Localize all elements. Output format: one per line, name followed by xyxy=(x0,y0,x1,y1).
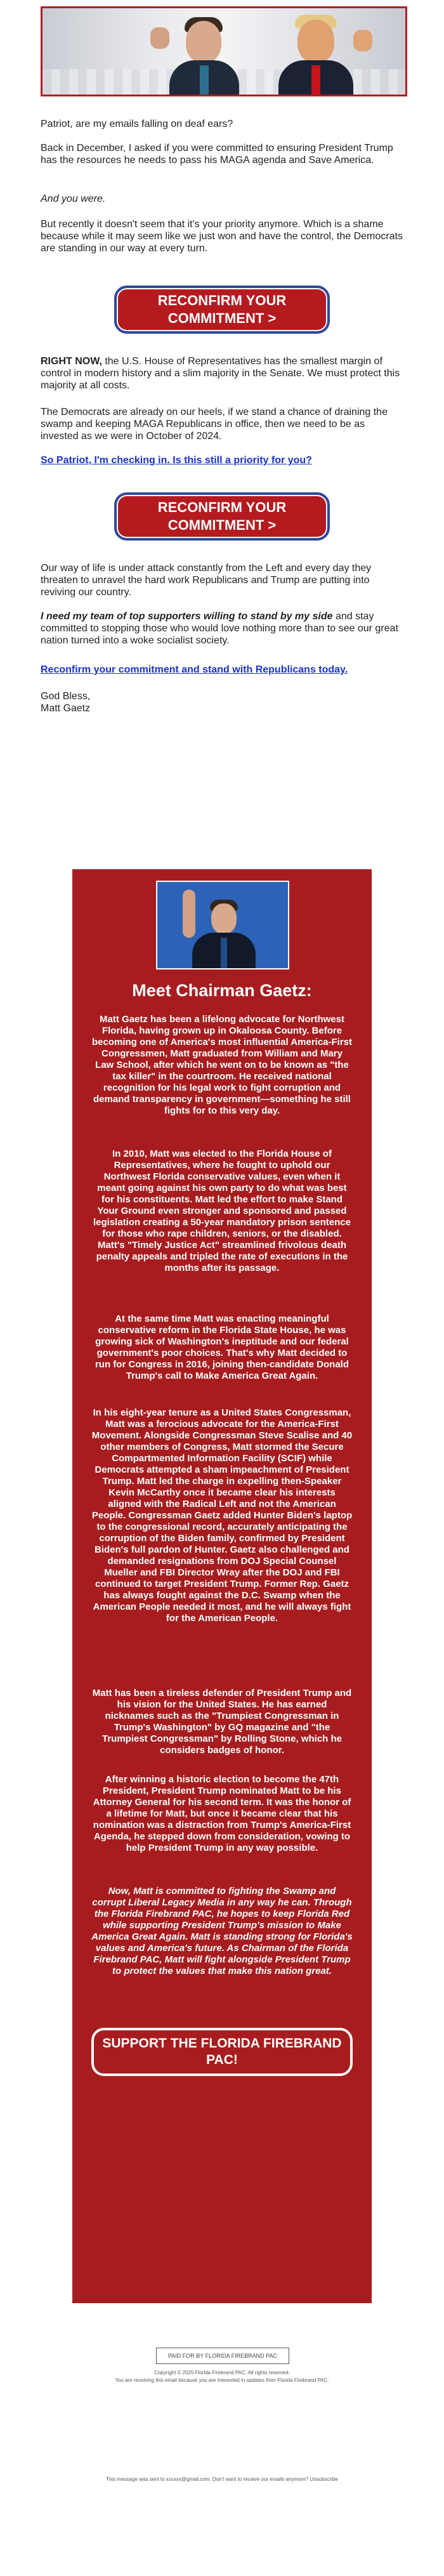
reconfirm-commitment-button[interactable]: RECONFIRM YOUR COMMITMENT > xyxy=(114,492,330,541)
email-paragraph: The Democrats are already on our heels, if we stand a chance of draining the swamp and keeping MAGA Republicans in office, then we need to be as invested as we were in October of 2024. xyxy=(41,407,388,442)
trump-figure xyxy=(278,8,353,95)
support-pac-button[interactable]: SUPPORT THE FLORIDA FIREBRAND PAC! xyxy=(91,2028,353,2076)
emphasis-text: I need my team of top supporters willing to stand by my side xyxy=(41,611,333,622)
bio-paragraph: Matt Gaetz has been a lifelong advocate for Northwest Florida, having grown up in Okaloosa County. Before becoming one of America's most influential America-First Congressmen, Matt graduated from William and Mary Law School, after which he went on to be known as "the tax killer" in the courtroom. He received national recognition for his legal work to fight corruption and demand transparency in government—something he still fights for to this very day. xyxy=(91,1014,353,1116)
email-paragraph: RIGHT NOW, the U.S. House of Representatives has the smallest margin of control in modern history and a slim majority in the Senate. We must protect this majority at all costs. xyxy=(41,356,400,391)
raised-fist xyxy=(150,27,169,49)
email-paragraph: But recently it doesn't seem that it's your priority anymore. Which is a shame because while it may seem like we just won and have the control, the Democrats are standing in our way at every turn. xyxy=(41,219,403,254)
hero-banner xyxy=(41,6,407,96)
signoff: God Bless, xyxy=(41,691,91,702)
priority-link-row xyxy=(41,454,403,466)
bio-paragraph: Matt has been a tireless defender of President Trump and his vision for the United States. He has earned nicknames such as the "Trumpiest Congressman in Trump's Washington" by GQ magazine and "the Trumpiest Congressman" by Rolling Stone, which he considers badges of honor. xyxy=(92,1688,352,1756)
paid-for-by-box: PAID FOR BY FLORIDA FIREBRAND PAC xyxy=(156,2348,289,2364)
email-paragraph: Our way of life is under attack constantly from the Left and every day they threaten to unravel the hard work Republicans and Trump are putting into reviving our country. xyxy=(41,563,372,598)
commitment-link-row xyxy=(41,664,403,676)
copyright-text: Copyright © 2025 Florida Firebrand PAC. All rights reserved. xyxy=(154,2370,290,2376)
bio-paragraph: In 2010, Matt was elected to the Florida House of Representatives, where he fought to uphold our Northwest Florida conservative values, even when it meant going against his own party to do what was best for his constituents. Matt led the effort to make Stand Your Ground even stronger and sponsored and passed legislation creating a 50-year mandatory prison sentence for those who rape children, seniors, or the disabled. Matt's "Timely Justice Act" streamlined frivolous death penalty appeals and tripled the rate of executions in the months after its passage. xyxy=(93,1148,351,1273)
bio-paragraph: Now, Matt is committed to fighting the Swamp and corrupt Liberal Legacy Media in any way he can. Through the Florida Firebrand PAC, he hopes to keep Florida Red while supporting President Trump's mission to Make America Great Again. Matt is standing strong for Florida's values and America's future. As Chairman of the Florida Firebrand PAC, Matt will fight alongside President Trump to protect the values that make this nation great. xyxy=(91,1886,353,1976)
gaetz-figure xyxy=(169,8,239,95)
bio-paragraph: At the same time Matt was enacting meaningful conservative reform in the Florida State House, he was growing sick of Washington's ineptitude and our federal government's poor choices. That's why Matt decided to run for Congress in 2016, joining then-candidate Donald Trump's call to Make America Great Again. xyxy=(95,1313,349,1381)
emphasis-text: RIGHT NOW, xyxy=(41,356,102,367)
subscription-reason-text: You are receiving this email because you are interested in updates from Florida Firebrand PAC. xyxy=(115,2377,329,2383)
raised-fist xyxy=(353,30,372,51)
reconfirm-commitment-button[interactable]: RECONFIRM YOUR COMMITMENT > xyxy=(114,286,330,334)
chairman-bio-panel xyxy=(72,869,372,2303)
bio-paragraph: In his eight-year tenure as a United States Congressman, Matt was a ferocious advocate for the America-First Movement. Alongside Congressman Steve Scalise and 40 other members of Congress, Matt stormed the Secure Compartmented Information Facility (SCIF) while Democrats attempted a sham impeachment of President Trump. Matt led the charge in expelling then-Speaker Kevin McCarthy once it became clear his interests aligned with the Radical Left and not the American People. Congressman Gaetz added Hunter Biden's laptop to the congressional record, accurately anticipating the corruption of the Biden family, confirmed by President Biden's full pardon of Hunter. Gaetz also challenged and demanded resignations from DOJ Special Counsel Mueller and FBI Director Wray after the DOJ and FBI continued to target President Trump. Former Rep. Gaetz has always fought against the D.C. Swamp when the American People needed it most, and he will always fight for the American People. xyxy=(91,1407,353,1624)
email-paragraph: Patriot, are my emails falling on deaf ears? xyxy=(41,119,233,129)
email-paragraph: Back in December, I asked if you were committed to ensuring President Trump has the resources he needs to pass his MAGA agenda and Save America. xyxy=(41,143,393,166)
gaetz-portrait xyxy=(156,881,289,969)
signature: Matt Gaetz xyxy=(41,703,91,714)
unsubscribe-link[interactable]: This message was sent to xxxxxx@gmail.com. Don't want to receive our emails anymore? Unsubscribe xyxy=(106,2476,338,2482)
priority-check-link[interactable]: So Patriot, I'm checking in. Is this still a priority for you? xyxy=(41,455,312,466)
bio-paragraph: After winning a historic election to become the 47th President, President Trump nominated Matt to be his Attorney General for his second term. It was the honor of a lifetime for Matt, but once it became clear that his nomination was a distraction from Trump's America-First Agenda, he stepped down from consideration, vowing to help President Trump in any way possible. xyxy=(93,1774,351,1853)
panel-title: Meet Chairman Gaetz: xyxy=(132,981,312,1000)
email-paragraph: And you were. xyxy=(41,194,106,204)
reconfirm-commitment-link[interactable]: Reconfirm your commitment and stand with Republicans today. xyxy=(41,664,348,675)
email-paragraph: I need my team of top supporters willing to stand by my side and stay committed to stopping those who would love nothing more than to see our great nation turned into a woke socialist society. xyxy=(41,611,398,646)
